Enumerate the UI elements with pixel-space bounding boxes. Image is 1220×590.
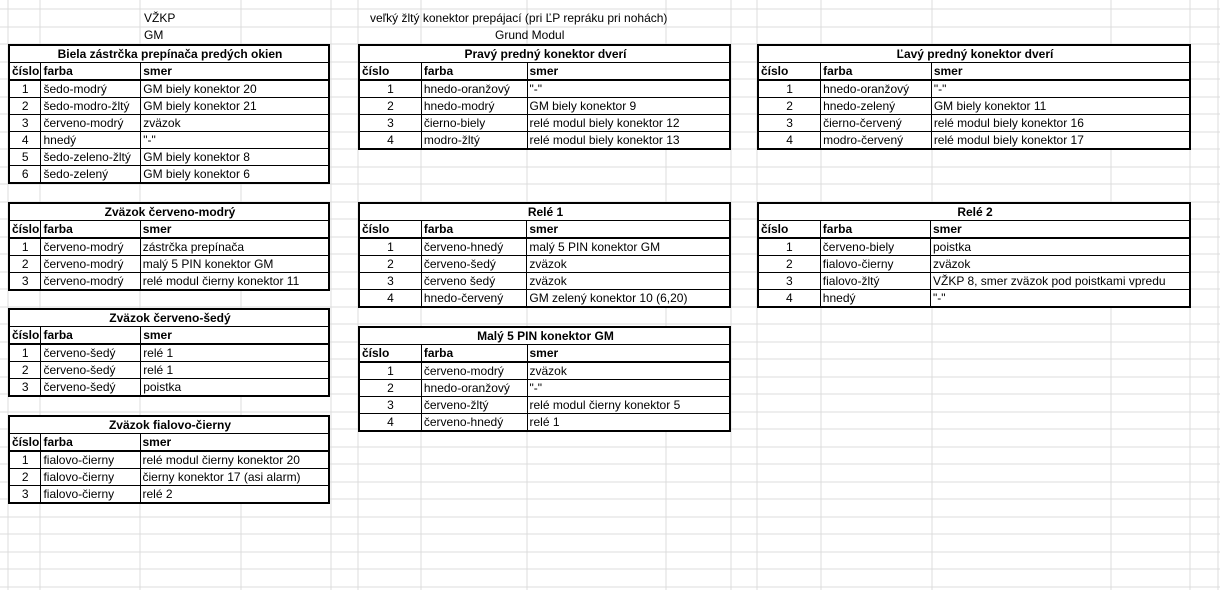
table-title[interactable]: Malý 5 PIN konektor GM <box>359 327 730 345</box>
cell-color[interactable]: hnedý <box>41 132 141 149</box>
table-row <box>9 80 329 98</box>
cell-color[interactable]: šedo-modro-žltý <box>41 98 141 115</box>
header-smer[interactable]: smer <box>141 63 329 81</box>
cell-color[interactable]: červeno šedý <box>421 273 527 290</box>
cell-color[interactable]: červeno-žltý <box>421 397 527 414</box>
table-row <box>9 132 329 149</box>
cell-color[interactable]: červeno-šedý <box>41 344 141 362</box>
cell-direction[interactable]: relé 2 <box>140 486 329 504</box>
table-row <box>758 80 1190 98</box>
cell-number[interactable]: 1 <box>359 362 421 380</box>
cell-direction[interactable]: malý 5 PIN konektor GM <box>527 238 730 256</box>
header-cislo[interactable]: číslo <box>359 345 421 363</box>
table-row <box>9 486 329 504</box>
header-cislo[interactable]: číslo <box>758 63 821 81</box>
table-zvazok-fialovo-cierny <box>8 415 330 504</box>
cell-note[interactable]: veľký žltý konektor prepájací (pri ĽP repráku pri nohách) <box>370 11 668 25</box>
cell-number[interactable]: 2 <box>9 362 41 379</box>
cell-number[interactable]: 1 <box>9 451 41 469</box>
cell-direction[interactable]: "-" <box>141 132 329 149</box>
cell-number[interactable]: 4 <box>359 414 421 432</box>
cell-direction[interactable]: GM biely konektor 9 <box>527 98 730 115</box>
cell-direction[interactable]: malý 5 PIN konektor GM <box>140 256 329 273</box>
header-cislo[interactable]: číslo <box>359 63 421 81</box>
table-row <box>359 397 730 414</box>
table-row <box>359 132 730 150</box>
cell-number[interactable]: 1 <box>9 238 41 256</box>
table-row <box>359 115 730 132</box>
cell-number[interactable]: 2 <box>758 256 820 273</box>
cell-direction[interactable]: "-" <box>527 380 730 397</box>
table-row <box>9 98 329 115</box>
header-smer[interactable]: smer <box>527 221 730 239</box>
cell-number[interactable]: 3 <box>359 397 421 414</box>
cell-number[interactable]: 3 <box>359 115 421 132</box>
table-title[interactable]: Relé 2 <box>758 203 1190 221</box>
cell-color[interactable]: fialovo-žltý <box>820 273 930 290</box>
cell-number[interactable]: 4 <box>359 132 421 150</box>
table-zvazok-cerveno-modry <box>8 202 330 291</box>
cell-direction[interactable]: zväzok <box>527 273 730 290</box>
table-row <box>359 256 730 273</box>
cell-direction[interactable]: relé modul biely konektor 12 <box>527 115 730 132</box>
cell-color[interactable]: červeno-modrý <box>41 273 140 291</box>
table-row <box>9 256 329 273</box>
cell-color[interactable]: modro-žltý <box>421 132 527 150</box>
header-farba[interactable]: farba <box>820 221 930 239</box>
cell-color[interactable]: červeno-hnedý <box>421 238 527 256</box>
cell-direction[interactable]: relé modul čierny konektor 11 <box>140 273 329 291</box>
cell-direction[interactable]: GM biely konektor 11 <box>931 98 1190 115</box>
table-row <box>359 362 730 380</box>
header-smer[interactable]: smer <box>527 63 730 81</box>
table-row <box>9 451 329 469</box>
table-row <box>758 115 1190 132</box>
cell-color[interactable]: červeno-hnedý <box>421 414 527 432</box>
cell-color[interactable]: fialovo-čierny <box>41 486 140 504</box>
cell-direction[interactable]: relé modul biely konektor 13 <box>527 132 730 150</box>
table-row <box>758 256 1190 273</box>
table-title[interactable]: Relé 1 <box>359 203 730 221</box>
table-row <box>9 149 329 166</box>
table-maly-5pin <box>358 326 731 432</box>
cell-number[interactable]: 3 <box>9 115 41 132</box>
cell-color[interactable]: červeno-modrý <box>421 362 527 380</box>
header-farba[interactable]: farba <box>421 63 527 81</box>
cell-color[interactable]: červeno-šedý <box>41 362 141 379</box>
cell-number[interactable]: 1 <box>9 344 41 362</box>
cell-color[interactable]: čierno-biely <box>421 115 527 132</box>
cell-number[interactable]: 4 <box>758 132 821 150</box>
cell-color[interactable]: šedo-zelený <box>41 166 141 184</box>
cell-color[interactable]: hnedo-modrý <box>421 98 527 115</box>
cell-gm[interactable]: GM <box>144 28 164 42</box>
table-row <box>758 98 1190 115</box>
table-row <box>9 238 329 256</box>
header-cislo[interactable]: číslo <box>9 221 41 239</box>
cell-number[interactable]: 2 <box>359 98 421 115</box>
cell-number[interactable]: 3 <box>359 273 421 290</box>
cell-direction[interactable]: poistka <box>931 238 1191 256</box>
header-cislo[interactable]: číslo <box>9 327 41 345</box>
cell-color[interactable]: červeno-šedý <box>421 256 527 273</box>
header-smer[interactable]: smer <box>140 221 329 239</box>
cell-number[interactable]: 3 <box>9 273 41 291</box>
cell-color[interactable]: hnedý <box>820 290 930 308</box>
cell-direction[interactable]: zväzok <box>527 256 730 273</box>
cell-direction[interactable]: čierny konektor 17 (asi alarm) <box>140 469 329 486</box>
header-farba[interactable]: farba <box>421 221 527 239</box>
cell-number[interactable]: 3 <box>758 273 820 290</box>
table-row <box>359 380 730 397</box>
cell-number[interactable]: 3 <box>9 379 41 397</box>
table-row <box>359 290 730 308</box>
header-farba[interactable]: farba <box>41 221 140 239</box>
table-title[interactable]: Ľavý predný konektor dverí <box>758 45 1190 63</box>
header-smer[interactable]: smer <box>140 434 329 452</box>
cell-color[interactable]: červeno-biely <box>820 238 930 256</box>
table-title[interactable]: Pravý predný konektor dverí <box>359 45 730 63</box>
cell-direction[interactable]: relé modul čierny konektor 20 <box>140 451 329 469</box>
cell-color[interactable]: čierno-červený <box>821 115 932 132</box>
cell-direction[interactable]: zväzok <box>527 362 730 380</box>
cell-direction[interactable]: VŽKP 8, smer zväzok pod poistkami vpredu <box>931 273 1191 290</box>
cell-number[interactable]: 4 <box>9 132 41 149</box>
table-row <box>9 273 329 291</box>
cell-direction[interactable]: zväzok <box>931 256 1191 273</box>
table-pravy-konektor <box>358 44 731 150</box>
table-row <box>9 362 329 379</box>
cell-vzkp[interactable]: VŽKP <box>144 11 176 25</box>
header-smer[interactable]: smer <box>931 221 1191 239</box>
cell-color[interactable]: červeno-modrý <box>41 256 140 273</box>
header-cislo[interactable]: číslo <box>9 63 41 81</box>
cell-direction[interactable]: relé modul čierny konektor 5 <box>527 397 730 414</box>
cell-number[interactable]: 6 <box>9 166 41 184</box>
table-row <box>758 132 1190 150</box>
header-smer[interactable]: smer <box>931 63 1190 81</box>
table-title[interactable]: Zväzok červeno-šedý <box>9 309 329 327</box>
table-row <box>359 238 730 256</box>
cell-color[interactable]: hnedo-oranžový <box>421 380 527 397</box>
cell-direction[interactable]: GM biely konektor 20 <box>141 80 329 98</box>
header-farba[interactable]: farba <box>821 63 932 81</box>
cell-color[interactable]: fialovo-čierny <box>41 451 140 469</box>
table-title[interactable]: Zväzok červeno-modrý <box>9 203 329 221</box>
header-farba[interactable]: farba <box>41 327 141 345</box>
table-row <box>9 469 329 486</box>
header-cislo[interactable]: číslo <box>758 221 820 239</box>
cell-number[interactable]: 1 <box>758 80 821 98</box>
cell-number[interactable]: 4 <box>359 290 421 308</box>
cell-direction[interactable]: relé 1 <box>527 414 730 432</box>
cell-color[interactable]: hnedo-červený <box>421 290 527 308</box>
cell-direction[interactable]: relé modul biely konektor 16 <box>931 115 1190 132</box>
header-farba[interactable]: farba <box>41 63 141 81</box>
cell-number[interactable]: 1 <box>9 80 41 98</box>
table-row <box>359 414 730 432</box>
table-row <box>359 98 730 115</box>
header-cislo[interactable]: číslo <box>359 221 421 239</box>
table-row <box>359 80 730 98</box>
header-cislo[interactable]: číslo <box>9 434 41 452</box>
cell-direction[interactable]: GM biely konektor 6 <box>141 166 329 184</box>
cell-direction[interactable]: relé 1 <box>141 344 329 362</box>
cell-number[interactable]: 2 <box>9 469 41 486</box>
table-row <box>359 273 730 290</box>
cell-direction[interactable]: relé 1 <box>141 362 329 379</box>
cell-color[interactable]: červeno-modrý <box>41 238 140 256</box>
header-smer[interactable]: smer <box>141 327 329 345</box>
cell-direction[interactable]: GM biely konektor 8 <box>141 149 329 166</box>
cell-grund-modul[interactable]: Grund Modul <box>495 28 565 42</box>
cell-number[interactable]: 2 <box>9 98 41 115</box>
cell-direction[interactable]: "-" <box>527 80 730 98</box>
table-row <box>9 115 329 132</box>
table-rele-2 <box>757 202 1191 308</box>
cell-color[interactable]: hnedo-zelený <box>821 98 932 115</box>
cell-direction[interactable]: "-" <box>931 290 1191 308</box>
cell-color[interactable]: šedo-zeleno-žltý <box>41 149 141 166</box>
cell-direction[interactable]: zväzok <box>141 115 329 132</box>
cell-color[interactable]: modro-červený <box>821 132 932 150</box>
cell-direction[interactable]: relé modul biely konektor 17 <box>931 132 1190 150</box>
cell-number[interactable]: 2 <box>359 256 421 273</box>
cell-number[interactable]: 1 <box>359 238 421 256</box>
cell-color[interactable]: červeno-šedý <box>41 379 141 397</box>
cell-direction[interactable]: GM zelený konektor 10 (6,20) <box>527 290 730 308</box>
cell-color[interactable]: fialovo-čierny <box>41 469 140 486</box>
header-farba[interactable]: farba <box>421 345 527 363</box>
cell-number[interactable]: 3 <box>758 115 821 132</box>
cell-color[interactable]: hnedo-oranžový <box>421 80 527 98</box>
table-lavy-konektor <box>757 44 1191 150</box>
cell-direction[interactable]: GM biely konektor 21 <box>141 98 329 115</box>
table-row <box>9 344 329 362</box>
cell-direction[interactable]: zástrčka prepínača <box>140 238 329 256</box>
table-row <box>758 273 1190 290</box>
cell-number[interactable]: 4 <box>758 290 820 308</box>
table-biela-zastrcka <box>8 44 330 184</box>
table-row <box>758 238 1190 256</box>
header-smer[interactable]: smer <box>527 345 730 363</box>
cell-color[interactable]: červeno-modrý <box>41 115 141 132</box>
table-title[interactable]: Zväzok fialovo-čierny <box>9 416 329 434</box>
table-zvazok-cerveno-sedy <box>8 308 330 397</box>
cell-direction[interactable]: "-" <box>931 80 1190 98</box>
cell-number[interactable]: 1 <box>359 80 421 98</box>
cell-color[interactable]: hnedo-oranžový <box>821 80 932 98</box>
cell-number[interactable]: 5 <box>9 149 41 166</box>
cell-number[interactable]: 1 <box>758 238 820 256</box>
table-row <box>9 166 329 184</box>
cell-color[interactable]: fialovo-čierny <box>820 256 930 273</box>
cell-number[interactable]: 2 <box>9 256 41 273</box>
cell-color[interactable]: šedo-modrý <box>41 80 141 98</box>
table-row <box>758 290 1190 308</box>
header-farba[interactable]: farba <box>41 434 140 452</box>
cell-number[interactable]: 3 <box>9 486 41 504</box>
cell-number[interactable]: 2 <box>359 380 421 397</box>
table-rele-1 <box>358 202 731 308</box>
cell-direction[interactable]: poistka <box>141 379 329 397</box>
cell-number[interactable]: 2 <box>758 98 821 115</box>
table-row <box>9 379 329 397</box>
table-title[interactable]: Biela zástrčka prepínača predých okien <box>9 45 329 63</box>
